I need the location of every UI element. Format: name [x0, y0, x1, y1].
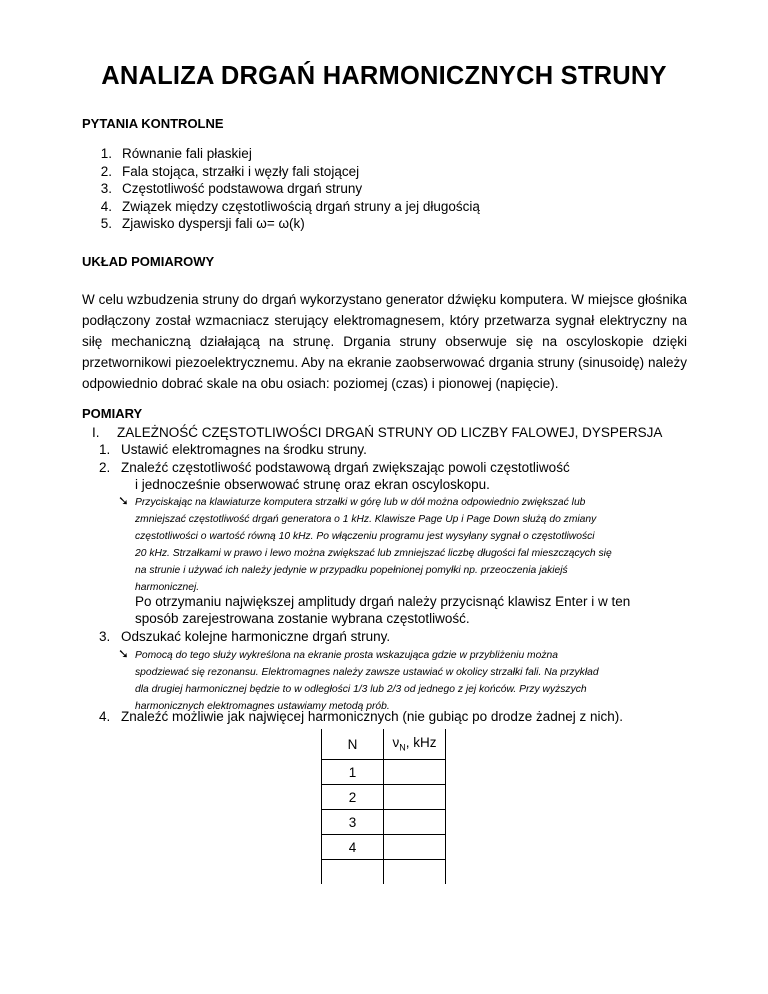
- table-cell-frequency[interactable]: [384, 860, 446, 885]
- section-number: I.: [92, 425, 100, 440]
- page-title: ANALIZA DRGAŃ HARMONICZNYCH STRUNY: [101, 62, 667, 90]
- step-text: Znaleźć częstotliwość podstawową drgań zwiększając powoli częstotliwość: [121, 460, 570, 475]
- step-number: 2.: [99, 460, 111, 475]
- harmonics-table: [321, 729, 446, 884]
- table-header-row: [322, 729, 446, 760]
- table-row: [322, 785, 446, 810]
- section-title: ZALEŻNOŚĆ CZĘSTOTLIWOŚCI DRGAŃ STRUNY OD LICZBY FALOWEJ, DYSPERSJA: [117, 425, 663, 440]
- step-text: Odszukać kolejne harmoniczne drgań struny.: [121, 629, 391, 644]
- section-heading-uklad: UKŁAD POMIAROWY: [82, 254, 215, 269]
- table-row: [322, 860, 446, 885]
- step-text: Znaleźć możliwie jak najwięcej harmonicznych (nie gubiąc po drodze żadnej z nich).: [121, 709, 623, 724]
- table-row: [322, 810, 446, 835]
- table-cell-frequency[interactable]: [384, 785, 446, 810]
- setup-description: W celu wzbudzenia struny do drgań wykorzystano generator dźwięku komputera. W miejsce głośnika podłączony został wzmacniacz sterujący elektromagnesem, który przetwarza sygnał elektryczny na siłę mechaniczną działającą na strunę. Drgania struny obserwuje się na oscyloskopie dzięki przetwornikowi piezoelektrycznemu. Aby na ekranie zaobserwować drgania struny (sinusoidę) należy odpowiednio dobrać skale na obu osiach: poziomej (czas) i pionowej (napięcie).: [82, 292, 687, 391]
- table-cell-n: 4: [322, 835, 384, 860]
- step-text: i jednocześnie obserwować strunę oraz ekran oscyloskopu.: [135, 477, 490, 492]
- step-number: 4.: [99, 709, 111, 724]
- table-cell-n: 1: [322, 760, 384, 785]
- table-cell-frequency[interactable]: [384, 810, 446, 835]
- arrow-icon: ➘: [118, 493, 129, 508]
- note-block: Przyciskając na klawiaturze komputera strzałki w górę lub w dół można odpowiednio zwiększać lub zmniejszać częstotliwość drgań generatora o 1 kHz. Klawisze Page Up i Page Down służą do zmiany częstotliwości o wartość równą 10 kHz. Po włączeniu programu jest wysyłany sygnał o częstotliwości 20 kHz. Strzałkami w prawo i lewo można zwiększać lub zmniejszać liczbę długości fal mieszczących się na strunie i używać ich należy jedynie w przypadku popełnionej pomyłki np. przeoczenia jakiejś harmonicznej.: [135, 497, 612, 593]
- note-block: Pomocą do tego służy wykreślona na ekranie prosta wskazująca gdzie w przybliżeniu można spodziewać się rezonansu. Elektromagnes należy zawsze ustawiać w okolicy strzałki fali. Na przykład dla drugiej harmonicznej będzie to w odległości 1/3 lub 2/3 od jednego z jej końców. Przy wyższych harmonicznych elektromagnes ustawiamy metodą prób.: [135, 650, 599, 712]
- table-row: [322, 760, 446, 785]
- table-cell-n: 2: [322, 785, 384, 810]
- arrow-icon: ➘: [118, 646, 129, 661]
- step-text: Ustawić elektromagnes na środku struny.: [121, 442, 367, 457]
- table-row: [322, 835, 446, 860]
- table-cell-frequency[interactable]: [384, 760, 446, 785]
- section-heading-pytania: PYTANIA KONTROLNE: [82, 116, 224, 131]
- step-number: 3.: [99, 629, 111, 644]
- step-text: sposób zarejestrowana zostanie wybrana częstotliwość.: [135, 611, 470, 626]
- section-heading-pomiary: POMIARY: [82, 406, 143, 421]
- table-cell-frequency[interactable]: [384, 835, 446, 860]
- step-number: 1.: [99, 442, 111, 457]
- step-text: Po otrzymaniu największej amplitudy drgań należy przycisnąć klawisz Enter i w ten: [135, 594, 631, 609]
- column-header-frequency: $\nu_N$, kHz: [384, 729, 446, 760]
- table-cell-n: [322, 860, 384, 885]
- table-cell-n: 3: [322, 810, 384, 835]
- column-header-n: N: [322, 729, 384, 760]
